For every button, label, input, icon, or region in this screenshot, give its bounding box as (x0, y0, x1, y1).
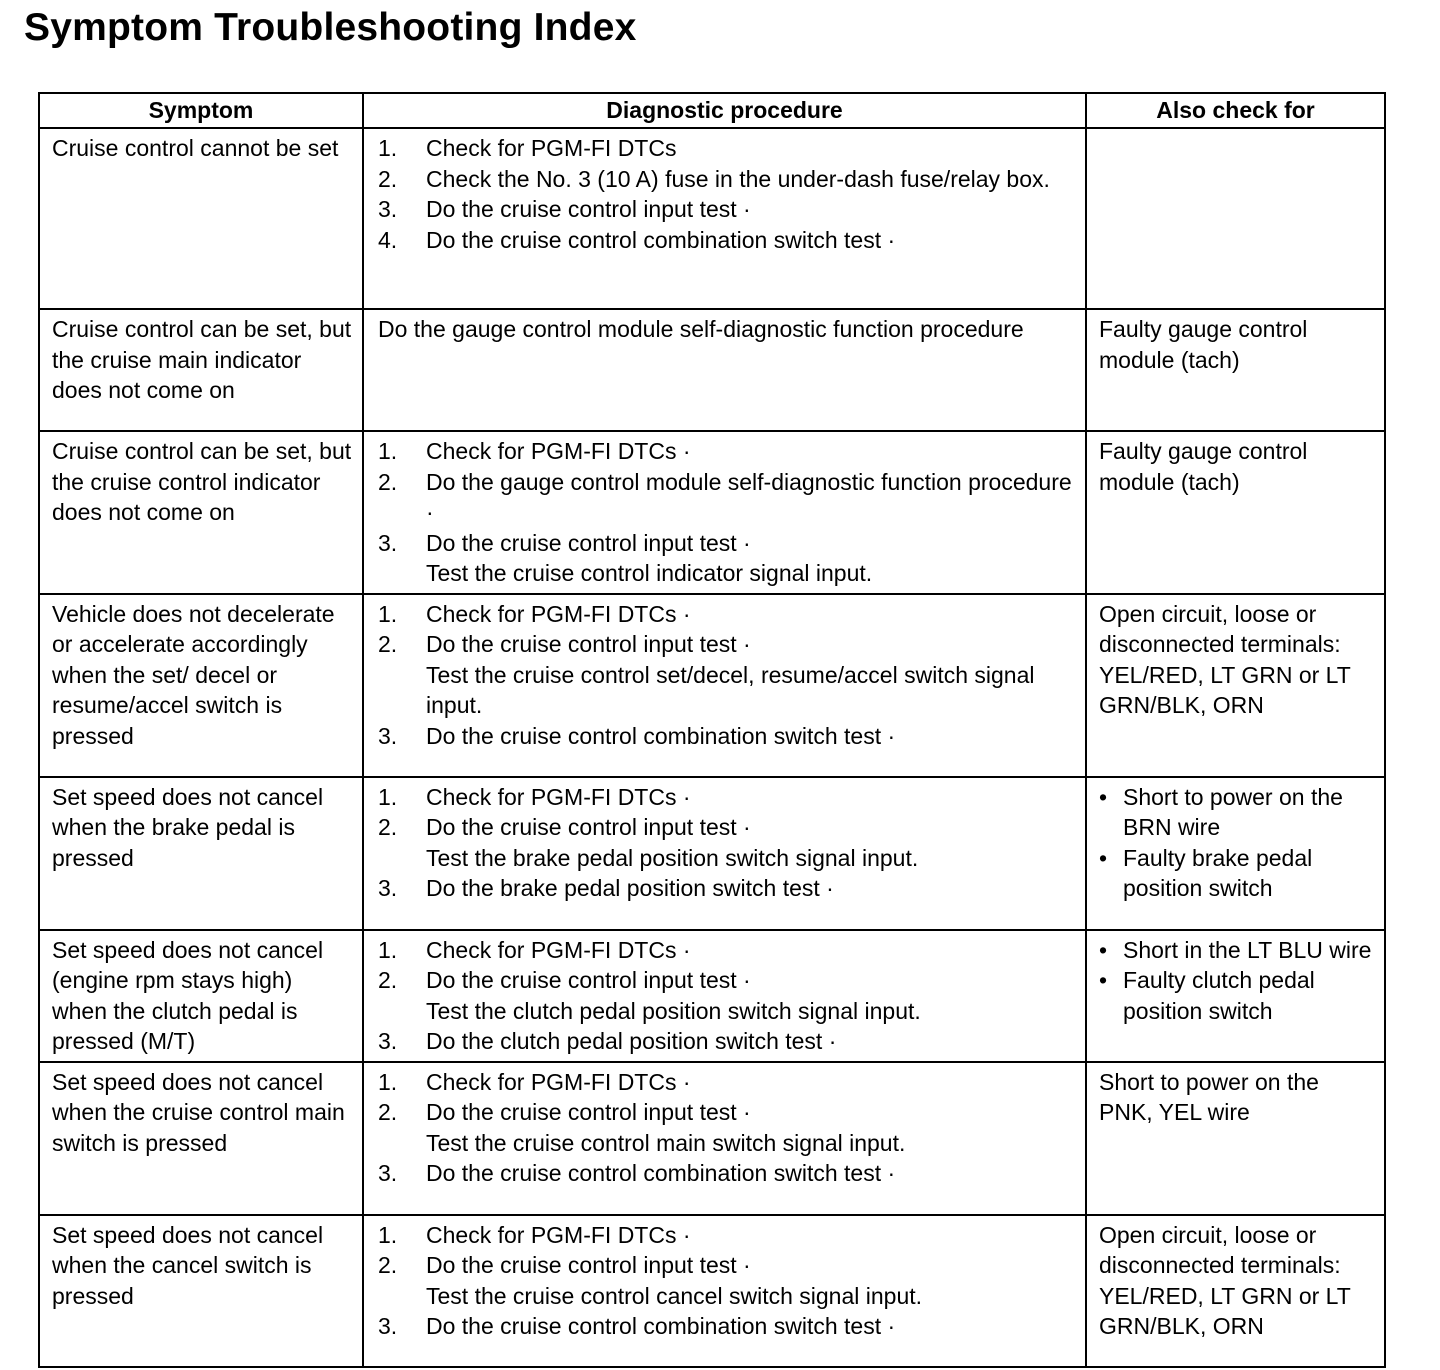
step-text (426, 1097, 1075, 1158)
table-row (39, 1062, 1385, 1215)
table-row (39, 594, 1385, 777)
also-check-item-text: Faulty brake pedal position switch (1123, 844, 1313, 901)
step-text (426, 629, 1075, 721)
step-main-text: Check for PGM-FI DTCs (426, 135, 677, 161)
header-symptom: Symptom (39, 93, 363, 128)
procedure-cell (363, 1215, 1086, 1367)
procedure-step (378, 935, 1075, 966)
step-main-text: Do the cruise control input test · (426, 814, 751, 840)
bullet-icon: • (1099, 844, 1108, 871)
step-main-text: Do the brake pedal position switch test · (426, 875, 834, 901)
step-main-text: Do the cruise control input test · (426, 529, 751, 556)
step-main-text: Do the cruise control input test · (426, 1252, 751, 1278)
procedure-cell (363, 777, 1086, 930)
step-main-text: Do the cruise control combination switch test · (426, 722, 896, 749)
step-number: 2. (378, 1252, 398, 1278)
procedure-steps (378, 133, 1075, 255)
also-check-item-text: Short in the LT BLU wire (1123, 936, 1372, 963)
also-check-item-text: Short to power on the BRN wire (1123, 783, 1343, 840)
also-check-text: Faulty gauge control module (tach) (1099, 438, 1308, 495)
also-check-list (1099, 935, 1374, 1027)
step-text (426, 133, 1075, 164)
also-check-item (1099, 965, 1374, 1026)
symptom-cell: Set speed does not cancel when the cancel switch is pressed (39, 1215, 363, 1367)
header-diagnostic-procedure: Diagnostic procedure (363, 93, 1086, 128)
step-text (426, 528, 1075, 589)
step-main-text: Do the clutch pedal position switch test · (426, 1028, 837, 1054)
also-check-text: Faulty gauge control module (tach) (1099, 316, 1308, 373)
symptom-cell: Cruise control can be set, but the cruise control indicator does not come on (39, 431, 363, 594)
procedure-cell (363, 309, 1086, 431)
procedure-cell (363, 930, 1086, 1062)
symptom-cell: Set speed does not cancel (engine rpm stays high) when the clutch pedal is pressed (M/T) (39, 930, 363, 1062)
step-sub-text: Test the cruise control set/decel, resume/accel switch signal input. (426, 661, 1035, 718)
step-number: 2. (378, 967, 398, 993)
procedure-step (378, 1220, 1075, 1251)
also-check-item-text: Faulty clutch pedal position switch (1123, 967, 1315, 1024)
step-main-text: Do the cruise control input test · (426, 967, 751, 993)
procedure-steps (378, 436, 1075, 589)
step-sub-text: Test the brake pedal position switch signal input. (426, 844, 919, 871)
step-text (426, 1067, 1075, 1098)
procedure-step (378, 467, 1075, 528)
also-check-cell (1086, 777, 1385, 930)
step-main-text: Do the cruise control input test · (426, 1099, 751, 1125)
step-main-text: Do the cruise control input test · (426, 631, 751, 657)
also-check-cell (1086, 930, 1385, 1062)
step-main-text: Do the cruise control combination switch test · (426, 226, 896, 253)
also-check-text: Short to power on the PNK, YEL wire (1099, 1068, 1319, 1125)
step-main-text: Check for PGM-FI DTCs · (426, 1068, 691, 1095)
bullet-icon: • (1099, 967, 1108, 993)
procedure-step (378, 1026, 1075, 1057)
procedure-step (378, 965, 1075, 1026)
procedure-step (378, 1311, 1075, 1342)
procedure-step (378, 1250, 1075, 1311)
step-main-text: Check the No. 3 (10 A) fuse in the under-dash fuse/relay box. (426, 165, 1050, 192)
header-also-check-for: Also check for (1086, 93, 1385, 128)
step-main-text: Do the cruise control combination switch test · (426, 1313, 896, 1339)
step-number: 2. (378, 468, 398, 495)
procedure-step (378, 225, 1075, 256)
also-check-cell (1086, 431, 1385, 594)
step-text (426, 935, 1075, 966)
procedure-step (378, 164, 1075, 195)
page-title: Symptom Troubleshooting Index (24, 6, 637, 49)
step-number: 2. (378, 814, 398, 840)
procedure-step (378, 873, 1075, 904)
step-text (426, 467, 1075, 528)
procedure-step (378, 599, 1075, 630)
step-main-text: Check for PGM-FI DTCs · (426, 936, 691, 963)
table-header-row (39, 93, 1385, 128)
procedure-cell (363, 1062, 1086, 1215)
procedure-step (378, 1097, 1075, 1158)
symptom-cell: Set speed does not cancel when the cruise control main switch is pressed (39, 1062, 363, 1215)
step-number: 1. (378, 438, 398, 464)
bullet-icon: • (1099, 783, 1108, 810)
also-check-item (1099, 782, 1374, 843)
procedure-step (378, 1158, 1075, 1189)
step-sub-text: Test the cruise control main switch signal input. (426, 1129, 906, 1156)
table-row (39, 309, 1385, 431)
step-number: 2. (378, 631, 398, 657)
also-check-cell (1086, 594, 1385, 777)
also-check-cell (1086, 309, 1385, 431)
step-number: 1. (378, 783, 398, 810)
also-check-cell (1086, 1215, 1385, 1367)
step-number: 3. (378, 1313, 398, 1339)
table-body (39, 128, 1385, 1367)
procedure-step (378, 436, 1075, 467)
step-text (426, 194, 1075, 225)
step-main-text: Do the cruise control input test · (426, 196, 751, 222)
also-check-list (1099, 782, 1374, 904)
also-check-text: Open circuit, loose or disconnected terminals: YEL/RED, LT GRN or LT GRN/BLK, ORN (1099, 600, 1351, 718)
step-main-text: Check for PGM-FI DTCs · (426, 1221, 691, 1248)
step-main-text: Check for PGM-FI DTCs · (426, 600, 691, 627)
also-check-text: Open circuit, loose or disconnected terminals: YEL/RED, LT GRN or LT GRN/BLK, ORN (1099, 1221, 1351, 1339)
step-text (426, 873, 1075, 904)
procedure-step (378, 528, 1075, 589)
step-text (426, 782, 1075, 813)
troubleshooting-table (38, 92, 1386, 1368)
step-number: 2. (378, 165, 398, 192)
procedure-cell (363, 594, 1086, 777)
table-row (39, 431, 1385, 594)
procedure-steps (378, 1220, 1075, 1342)
step-text (426, 965, 1075, 1026)
step-text (426, 599, 1075, 630)
procedure-step (378, 721, 1075, 752)
step-number: 3. (378, 196, 398, 222)
also-check-cell (1086, 1062, 1385, 1215)
procedure-steps (378, 1067, 1075, 1189)
step-text (426, 1220, 1075, 1251)
step-text (426, 164, 1075, 195)
step-text (426, 225, 1075, 256)
step-number: 1. (378, 135, 398, 161)
step-text (426, 1311, 1075, 1342)
step-number: 3. (378, 875, 398, 901)
procedure-step (378, 782, 1075, 813)
bullet-icon: • (1099, 936, 1108, 963)
table-row (39, 777, 1385, 930)
step-number: 3. (378, 1028, 398, 1054)
step-number: 3. (378, 722, 398, 749)
step-main-text: Do the cruise control combination switch test · (426, 1160, 896, 1186)
procedure-cell (363, 431, 1086, 594)
step-sub-text: Test the cruise control indicator signal input. (426, 560, 873, 586)
step-number: 4. (378, 226, 398, 253)
step-sub-text: Test the clutch pedal position switch signal input. (426, 997, 921, 1024)
also-check-item (1099, 843, 1374, 904)
step-number: 3. (378, 1160, 398, 1186)
symptom-cell: Cruise control cannot be set (39, 128, 363, 309)
table-row (39, 1215, 1385, 1367)
step-number: 3. (378, 529, 398, 556)
procedure-step (378, 194, 1075, 225)
step-text (426, 436, 1075, 467)
symptom-cell: Vehicle does not decelerate or accelerate accordingly when the set/ decel or resume/accel switch is pressed (39, 594, 363, 777)
procedure-step (378, 1067, 1075, 1098)
procedure-cell (363, 128, 1086, 309)
table-row (39, 930, 1385, 1062)
step-main-text: Check for PGM-FI DTCs · (426, 783, 691, 810)
step-number: 2. (378, 1099, 398, 1125)
step-sub-text: Test the cruise control cancel switch signal input. (426, 1282, 923, 1309)
procedure-step (378, 812, 1075, 873)
procedure-steps (378, 599, 1075, 752)
step-main-text: Do the gauge control module self-diagnostic function procedure · (426, 468, 1072, 525)
step-main-text: Check for PGM-FI DTCs · (426, 438, 691, 464)
table-row (39, 128, 1385, 309)
step-text (426, 721, 1075, 752)
step-number: 1. (378, 1221, 398, 1248)
step-number: 1. (378, 1068, 398, 1095)
step-text (426, 1158, 1075, 1189)
step-text (426, 1250, 1075, 1311)
step-text (426, 812, 1075, 873)
symptom-cell: Set speed does not cancel when the brake pedal is pressed (39, 777, 363, 930)
procedure-step (378, 133, 1075, 164)
step-number: 1. (378, 600, 398, 627)
step-number: 1. (378, 936, 398, 963)
procedure-text: Do the gauge control module self-diagnostic function procedure (378, 316, 1024, 342)
also-check-item (1099, 935, 1374, 966)
symptom-cell: Cruise control can be set, but the cruise main indicator does not come on (39, 309, 363, 431)
step-text (426, 1026, 1075, 1057)
also-check-cell (1086, 128, 1385, 309)
procedure-steps (378, 935, 1075, 1057)
procedure-steps (378, 782, 1075, 904)
procedure-step (378, 629, 1075, 721)
